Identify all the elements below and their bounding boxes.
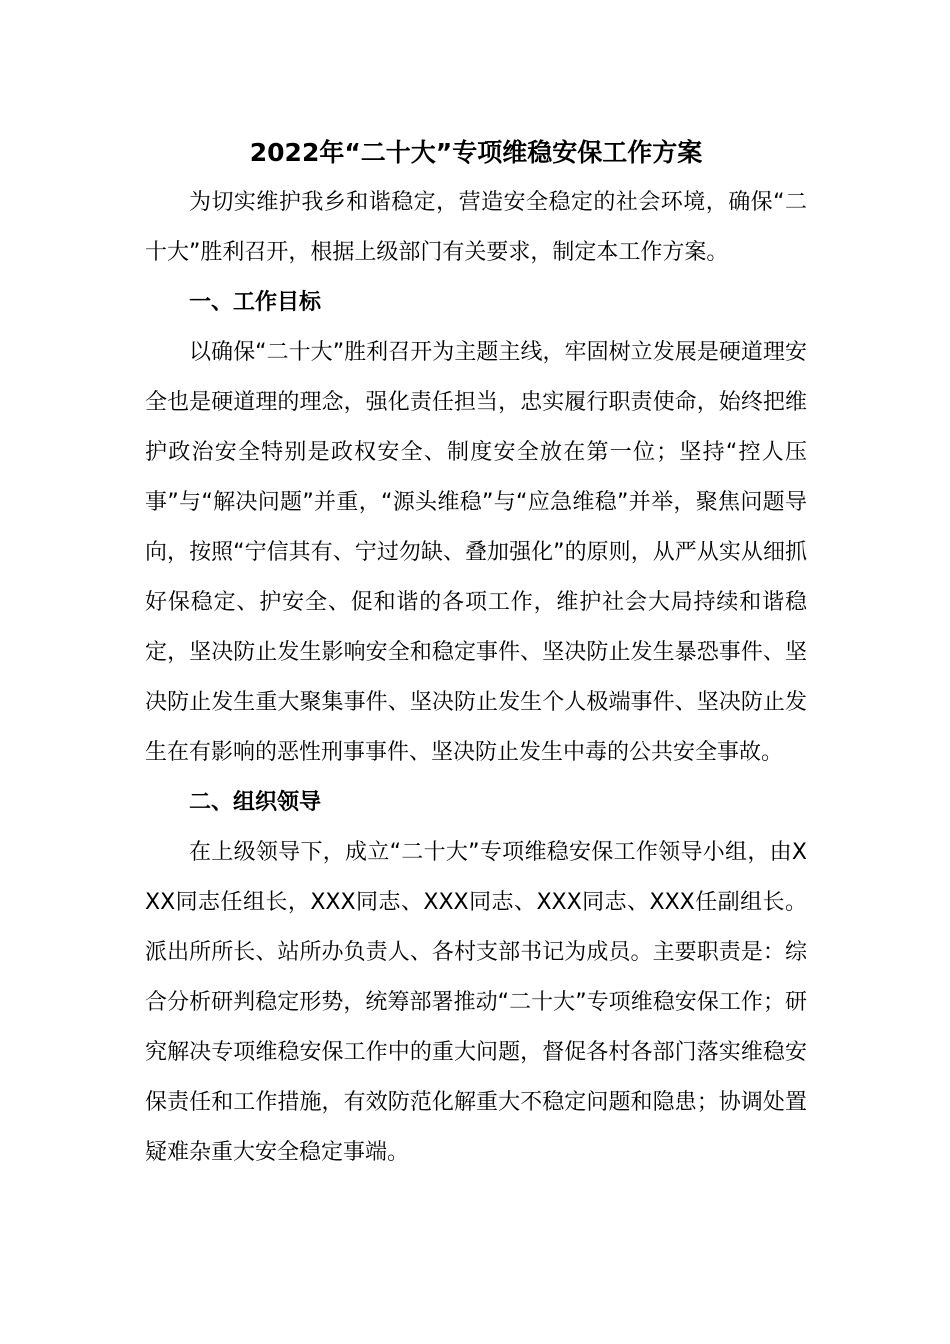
document-title: 2022年“二十大”专项维稳安保工作方案: [249, 138, 703, 167]
section-heading-organization: 二、组织领导: [189, 790, 322, 815]
section-body-goals: 以确保“二十大”胜利召开为主题主线，牢固树立发展是硬道理安全也是硬道理的理念，强化责任担当，忠实履行职责使命，始终把维护政治安全特别是政权安全、制度安全放在第一位；坚持“控人压事”与“解决问题”并重，“源头维稳”与“应急维稳”并举，聚焦问题导向，按照“宁信其有、宁过勿缺、叠加强化”的原则，从严从实从细抓好保稳定、护安全、促和谐的各项工作，维护社会大局持续和谐稳定，坚决防止发生影响安全和稳定事件、坚决防止发生暴恐事件、坚决防止发生重大聚集事件、坚决防止发生个人极端事件、坚决防止发生在有影响的恶性刑事事件、坚决防止发生中毒的公共安全事故。: [145, 340, 807, 765]
section-heading-goals: 一、工作目标: [189, 290, 322, 315]
intro-paragraph: 为切实维护我乡和谐稳定，营造安全稳定的社会环境，确保“二十大”胜利召开，根据上级部门有关要求，制定本工作方案。: [145, 190, 807, 265]
document-page: [145, 128, 807, 1178]
section-body-organization: 在上级领导下，成立“二十大”专项维稳安保工作领导小组，由XXX同志任组长，XXX同志、XXX同志、XXX同志、XXX任副组长。派出所所长、站所办负责人、各村支部书记为成员。主要职责是：综合分析研判稳定形势，统筹部署推动“二十大”专项维稳安保工作；研究解决专项维稳安保工作中的重大问题，督促各村各部门落实维稳安保责任和工作措施，有效防范化解重大不稳定问题和隐患；协调处置疑难杂重大安全稳定事端。: [145, 840, 807, 1165]
